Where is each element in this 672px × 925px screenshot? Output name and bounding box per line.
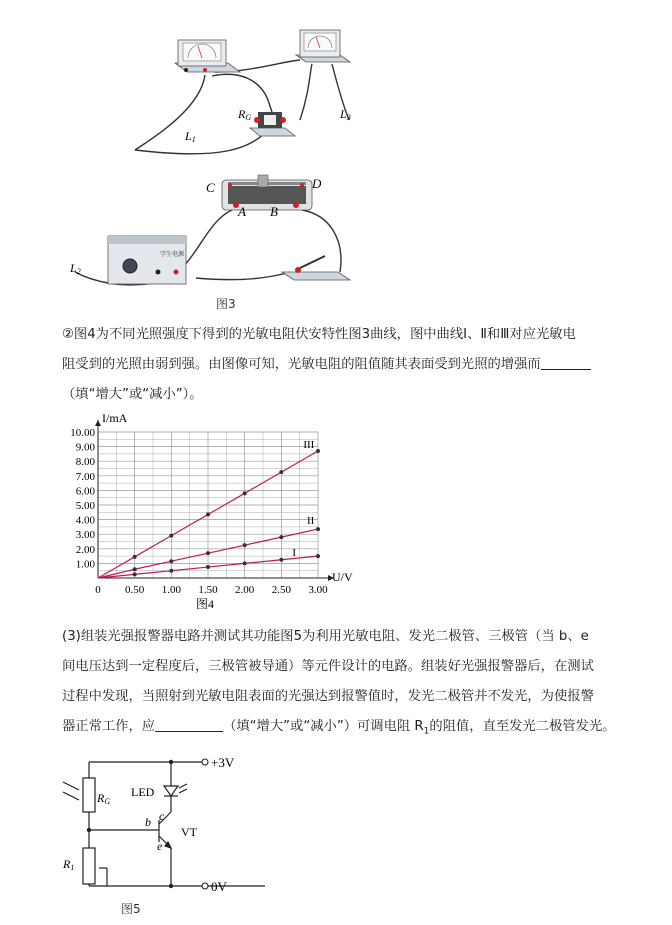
y-tick-label: 1.00 — [75, 558, 95, 571]
data-point-III — [133, 555, 137, 559]
data-point-III — [243, 491, 247, 495]
svg-text:RG: RG — [97, 791, 111, 806]
x-tick-label: 1.50 — [198, 584, 218, 596]
y-tick-label: 4.00 — [75, 514, 95, 527]
answer-blank-1[interactable] — [541, 355, 591, 370]
power-supply-label: 学生电源 — [160, 252, 185, 258]
y-tick-label: 6.00 — [75, 485, 95, 498]
q3-line-2: 间电压达到一定程度后，三极管被导通）等元件设计的电路。组装好光强报警器后，在测试 — [62, 659, 594, 674]
q2-line-3: （填“增大”或“减小”）。 — [62, 387, 203, 402]
svg-text:VT: VT — [181, 825, 197, 839]
y-axis-label: I/mA — [102, 411, 128, 425]
data-point-II — [279, 535, 283, 539]
y-tick-label: 9.00 — [75, 441, 95, 454]
q2-line-2: 阻受到的光照由弱到强。由图像可知，光敏电阻的阻值随其表面受到光照的增强而 — [62, 350, 622, 380]
svg-text:L3: L3 — [340, 107, 351, 122]
data-point-I — [243, 561, 247, 565]
svg-text:L2: L2 — [70, 261, 81, 276]
data-point-I — [279, 558, 283, 562]
q3-line-3: 过程中发现，当照射到光敏电阻表面的光强达到报警值时，发光二极管并不发光，为使报警 — [62, 689, 594, 704]
photoresistor-rg — [83, 778, 95, 812]
data-point-I — [206, 565, 210, 569]
data-point-III — [279, 470, 283, 474]
series-label-I: I — [292, 547, 297, 560]
svg-text:RG: RG — [238, 107, 252, 122]
data-point-I — [316, 554, 320, 558]
figure-5-circuit — [55, 750, 275, 925]
series-label-III: III — [303, 439, 315, 452]
x-tick-label: 0 — [95, 584, 101, 596]
q3-line-1: (3)组装光强报警器电路并测试其功能图5为利用光敏电阻、发光二极管、三极管（当 b、e — [62, 629, 589, 644]
svg-text:0V: 0V — [211, 879, 227, 894]
figure-5-caption: 图5 — [121, 902, 141, 916]
x-tick-label: 1.00 — [161, 584, 181, 596]
svg-text:e: e — [157, 839, 163, 853]
x-tick-label: 2.00 — [235, 584, 255, 596]
data-point-II — [133, 567, 137, 571]
svg-text:L1: L1 — [185, 129, 196, 144]
rheostat-icon — [222, 175, 312, 210]
switch-icon — [282, 256, 350, 280]
svg-text:R1: R1 — [63, 857, 75, 872]
data-point-III — [206, 512, 210, 516]
ammeter-icon — [296, 30, 350, 62]
svg-text:A: A — [238, 204, 246, 219]
data-point-I — [133, 572, 137, 576]
data-point-II — [243, 543, 247, 547]
svg-text:C: C — [206, 180, 215, 195]
y-tick-label: 8.00 — [75, 456, 95, 469]
y-tick-label: 3.00 — [75, 529, 95, 542]
svg-text:D: D — [312, 176, 322, 191]
answer-blank-2[interactable] — [155, 717, 223, 732]
data-point-I — [169, 569, 173, 573]
series-label-II: II — [307, 514, 315, 527]
y-tick-label: 2.00 — [75, 543, 95, 556]
y-tick-label: 5.00 — [75, 500, 95, 512]
y-tick-label: 7.00 — [75, 470, 95, 483]
y-axis-arrow — [95, 420, 101, 426]
question-3-text — [62, 622, 622, 747]
y-tick-label: 10.00 — [70, 427, 95, 439]
data-point-III — [169, 534, 173, 538]
photoresistor-icon — [250, 112, 295, 136]
q3-line-4: 器正常工作，应 （填“增大”或“减小”）可调电阻 $R_1$的阻值，直至发光二极管发光。 — [62, 719, 616, 737]
svg-text:c: c — [159, 809, 165, 823]
figure-3-apparatus — [0, 0, 672, 300]
svg-text:LED: LED — [131, 785, 155, 799]
data-point-II — [206, 551, 210, 555]
svg-text:B: B — [270, 204, 278, 219]
x-tick-label: 0.50 — [125, 584, 145, 596]
q2-line-1: ②图4为不同光照强度下得到的光敏电阻伏安特性图3曲线，图中曲线Ⅰ、Ⅱ和Ⅲ对应光敏电 — [62, 327, 576, 342]
figure-4-chart — [60, 408, 380, 618]
x-axis-label: U/V — [332, 570, 353, 584]
variable-resistor-r1 — [83, 848, 95, 884]
svg-text:b: b — [145, 815, 151, 829]
figure-3-caption: 图3 — [216, 297, 236, 311]
data-point-II — [169, 559, 173, 563]
voltmeter-icon — [175, 40, 240, 72]
power-supply-icon — [108, 236, 186, 284]
x-tick-label: 2.50 — [271, 584, 291, 596]
data-point-III — [316, 449, 320, 453]
x-tick-label: 3.00 — [308, 584, 328, 596]
svg-text:+3V: +3V — [211, 755, 235, 770]
data-point-II — [316, 527, 320, 531]
figure-4-caption: 图4 — [196, 597, 215, 611]
question-2-text — [62, 320, 622, 410]
